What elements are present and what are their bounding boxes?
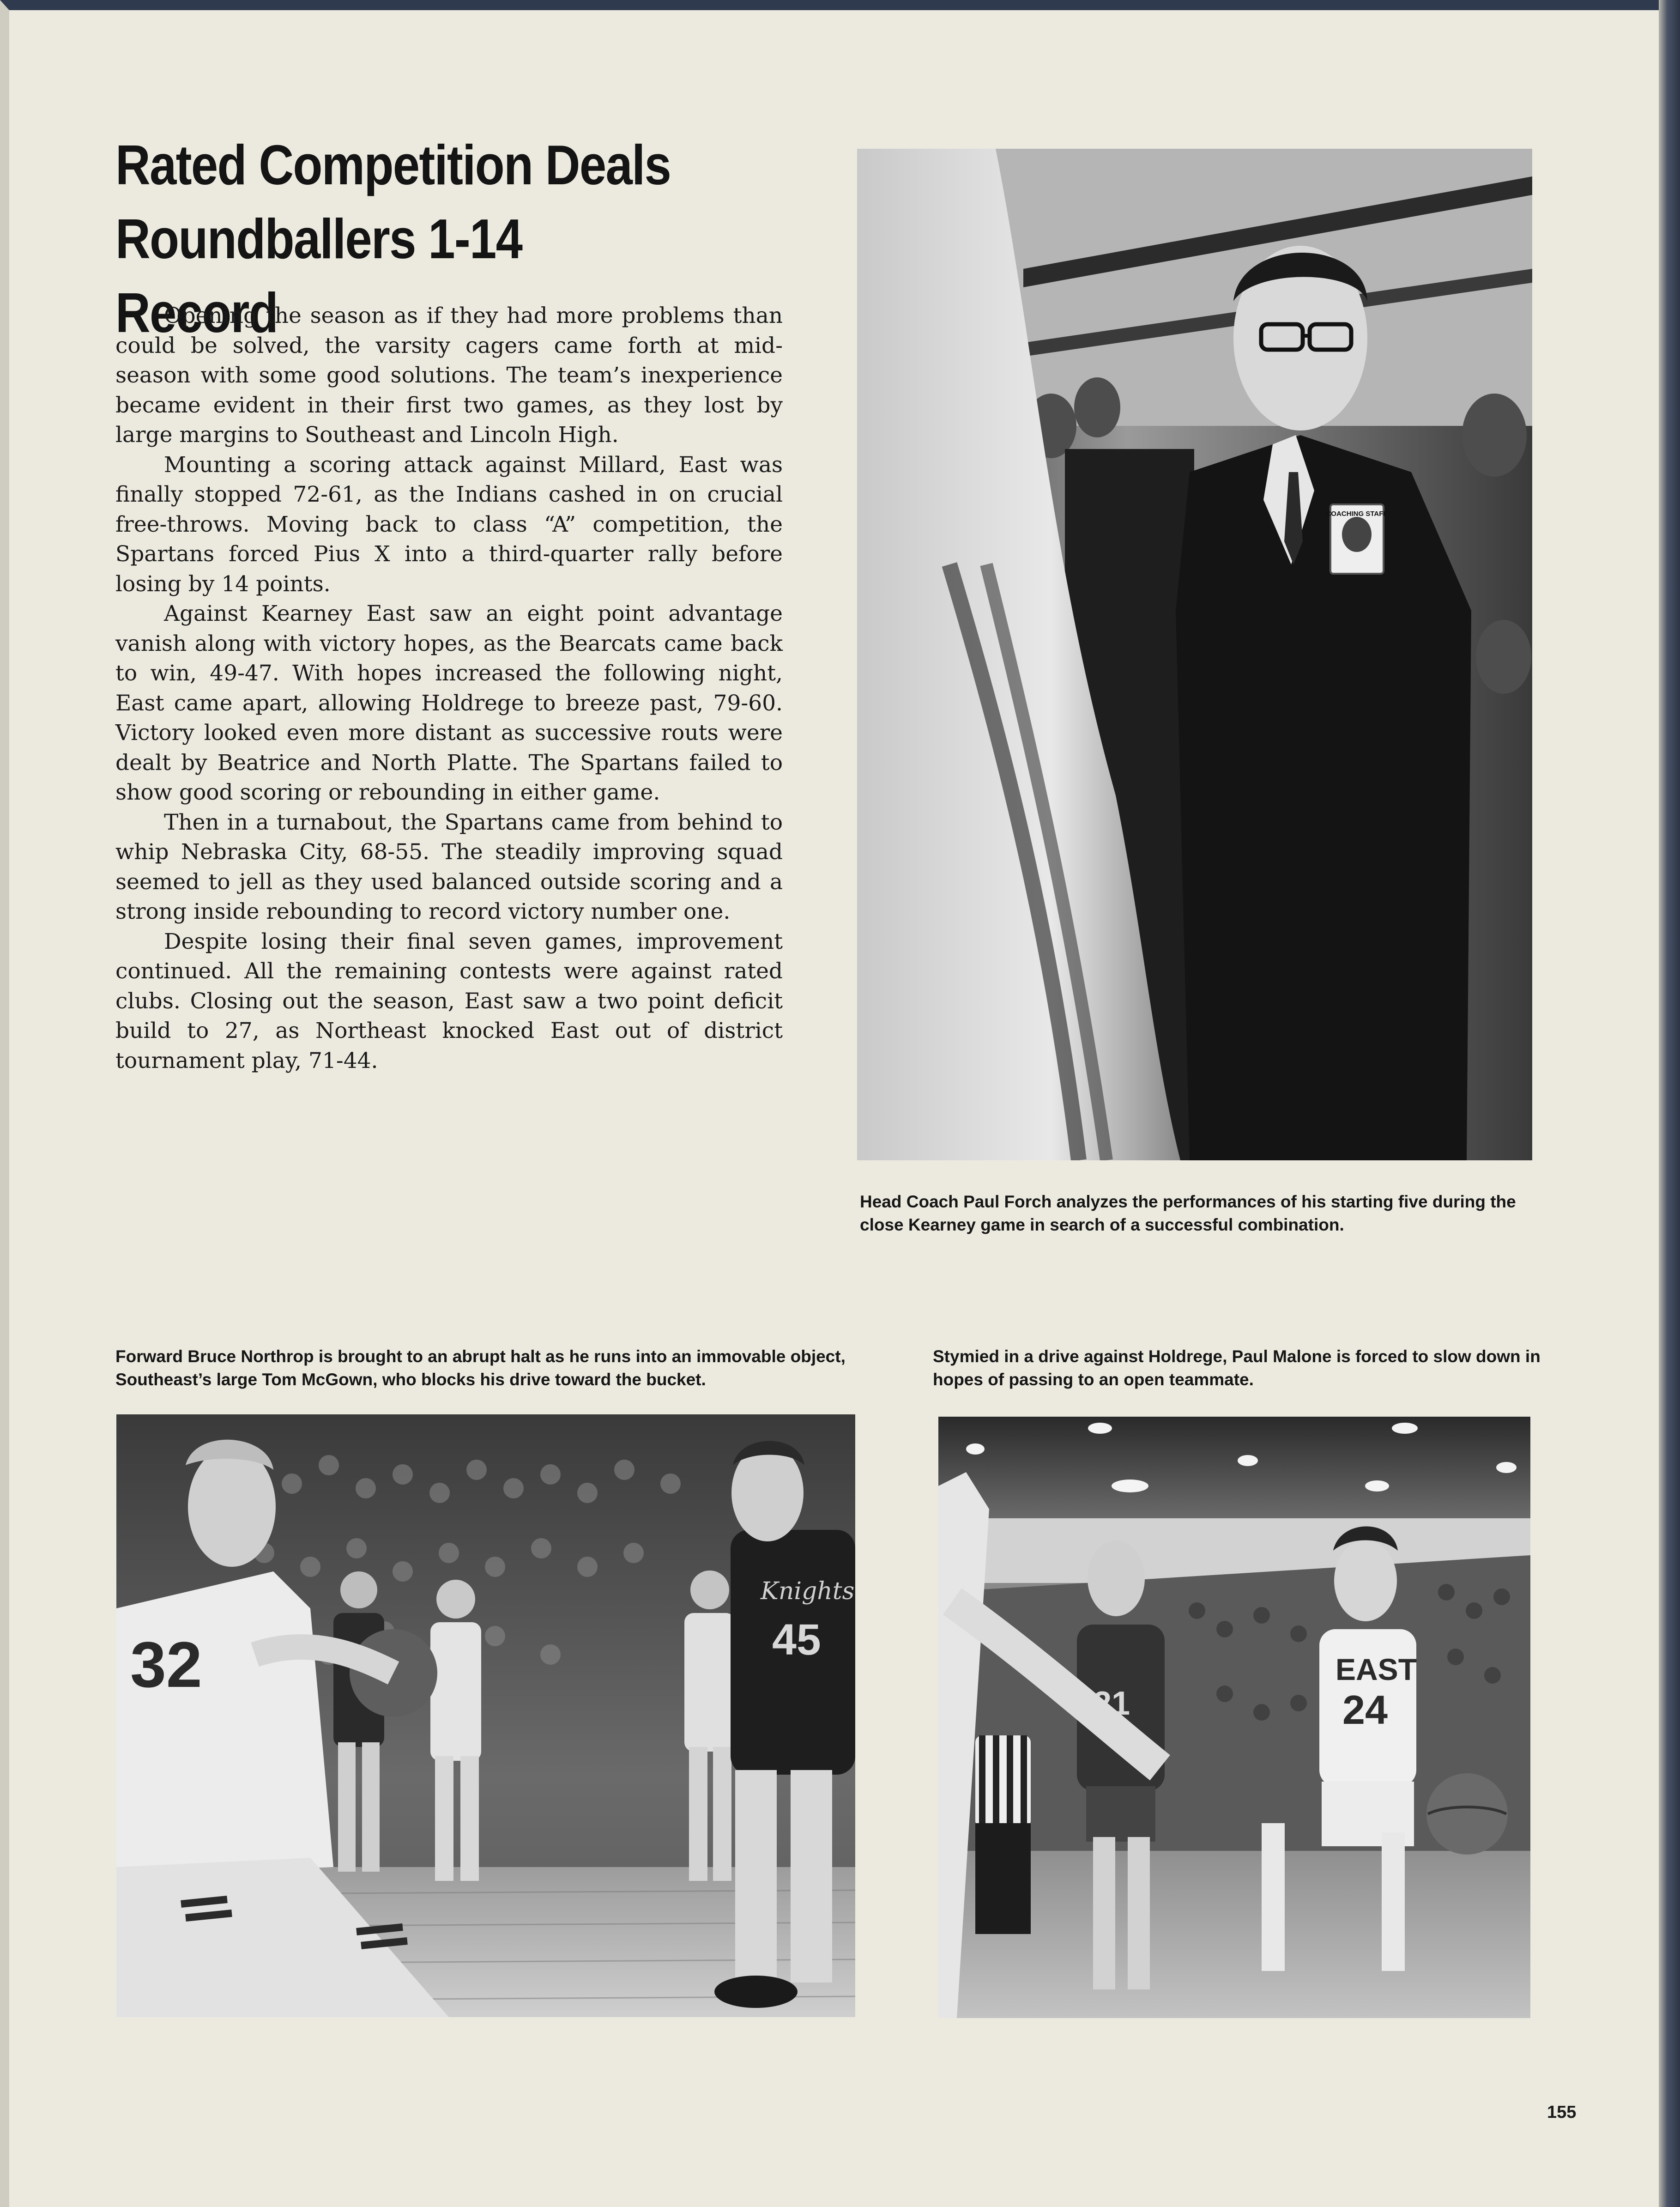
coach-photo bbox=[857, 149, 1532, 1160]
northrop-defender-script: Knights bbox=[761, 1577, 855, 1605]
headline-line-2: Roundballers 1-14 Record bbox=[115, 207, 522, 344]
page-number: 155 bbox=[1547, 2103, 1577, 2122]
northrop-photo-graphic bbox=[116, 1414, 855, 2017]
article-paragraph: Opening the season as if they had more problems than could be solved, the varsity cagers came forth at mid-season with some good solutions. The team’s inexperience became evident in their first two games, as they lost by large margins to Southeast and Lincoln High. bbox=[115, 303, 783, 448]
malone-jersey-word: EAST bbox=[1336, 1652, 1417, 1686]
northrop-photo-caption: Forward Bruce Northrop is brought to an abrupt halt as he runs into an immovable object, Southeast’s large Tom McGown, who blocks his drive toward the bucket. bbox=[115, 1347, 846, 1389]
northrop-jersey-number: 32 bbox=[130, 1628, 202, 1701]
article-paragraph: Then in a turnabout, the Spartans came from behind to whip Nebraska City, 68-55. The steadily improving squad seemed to jell as they used balanced outside scoring and a strong inside rebounding to record victory number one. bbox=[115, 809, 783, 924]
coach-badge-text: COACHING STAFF bbox=[1326, 510, 1388, 518]
malone-photo-caption: Stymied in a drive against Holdrege, Paul Malone is forced to slow down in hopes of passing to an open teammate. bbox=[933, 1347, 1541, 1389]
article-paragraph: Mounting a scoring attack against Millard, East was finally stopped 72-61, as the Indians cashed in on crucial free-throws. Moving back to class “A” competition, the Spartans forced Pius X into a third-quarter rally before losing by 14 points. bbox=[115, 452, 783, 597]
northrop-photo bbox=[116, 1414, 855, 2017]
article-paragraph: Despite losing their final seven games, improvement continued. All the remaining contests were against rated clubs. Closing out the season, East saw a two point deficit build to 27, as Northeast knocked East out of district tournament play, 71-44. bbox=[115, 928, 783, 1073]
headline-line-1: Rated Competition Deals bbox=[115, 133, 671, 196]
coach-photo-caption: Head Coach Paul Forch analyzes the performances of his starting five during the close Kearney game in search of a successful combination. bbox=[860, 1192, 1516, 1234]
malone-photo bbox=[938, 1417, 1530, 2018]
article-body bbox=[115, 301, 783, 1076]
binding-edge bbox=[1659, 0, 1680, 2207]
northrop-defender-number: 45 bbox=[772, 1615, 821, 1664]
malone-photo-graphic bbox=[938, 1417, 1530, 2018]
article-paragraph: Against Kearney East saw an eight point advantage vanish along with victory hopes, as the Bearcats came back to win, 49-47. With hopes increased the following night, East came apart, allowing Holdrege to breeze past, 79-60. Victory looked even more distant as successive routs were dealt by Beatrice and North Platte. The Spartans failed to show good scoring or rebounding in either game. bbox=[115, 601, 783, 805]
malone-defender-number: 21 bbox=[1093, 1685, 1130, 1722]
malone-jersey-number: 24 bbox=[1342, 1687, 1388, 1733]
coach-photo-graphic bbox=[857, 149, 1532, 1160]
